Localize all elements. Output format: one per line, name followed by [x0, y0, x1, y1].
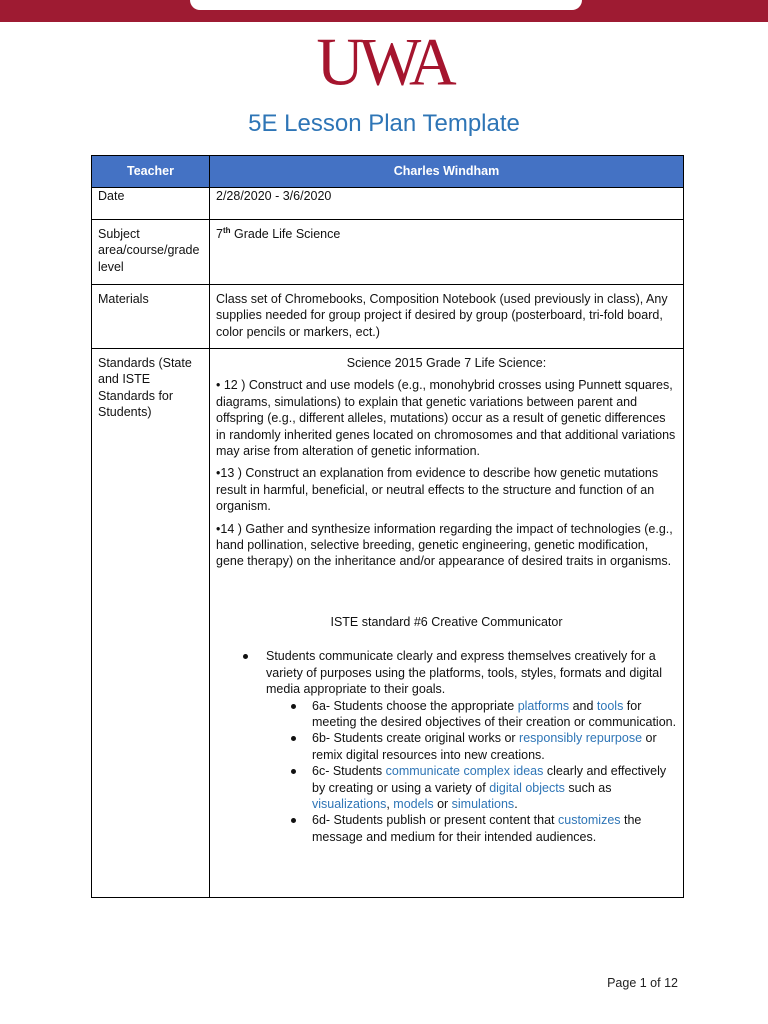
materials-label: Materials: [98, 292, 149, 306]
iste-main-text: Students communicate clearly and express themselves creatively for a variety of purposes using the platforms, tools, styles, formats and digital media appropriate to their goals.: [266, 649, 663, 697]
digital-objects-link[interactable]: digital objects: [489, 780, 565, 795]
standard-item: •14 ) Gather and synthesize information regarding the impact of technologies (e.g., hand pollination, selective breeding, genetic engineering, genetic modification, gene therapy) on the inheritance and/or appearance of desired traits in organisms.: [216, 521, 673, 569]
standards-label: Standards (State and ISTE Standards for Students): [98, 356, 192, 420]
top-banner-tab: [190, 0, 582, 10]
lesson-plan-table: [91, 155, 684, 898]
simulations-link[interactable]: simulations: [451, 796, 515, 811]
communicate-complex-ideas-link[interactable]: communicate complex ideas: [385, 764, 544, 779]
iste-6b: 6b- Students create original works or responsibly repurpose or remix digital resources into new creations.: [216, 730, 677, 763]
standard-item: •13 ) Construct an explanation from evidence to describe how genetic mutations result in harmful, beneficial, or neutral effects to the structure and function of an organism.: [216, 466, 659, 514]
standards-row: [92, 349, 684, 898]
standard-item: • 12 ) Construct and use models (e.g., monohybrid crosses using Punnett squares, diagrams, simulations) to explain that genetic variations between parent and offspring (e.g., different alleles, mutations) occur as a result of genetic differences in randomly inherited genes located on chromosomes and that additional variations may arise from alteration of genetic information.: [216, 378, 676, 459]
platforms-link[interactable]: platforms: [517, 698, 570, 713]
iste-6a: 6a- Students choose the appropriate platforms and tools for meeting the desired objectives of their creation or communication.: [216, 698, 677, 731]
iste-6d: 6d- Students publish or present content that customizes the message and medium for their intended audiences.: [216, 812, 677, 845]
standards-content: [210, 349, 683, 851]
date-row: [92, 188, 684, 220]
standards-heading: Science 2015 Grade 7 Life Science:: [346, 356, 547, 370]
tools-link[interactable]: tools: [596, 698, 624, 713]
subject-rest: Grade Life Science: [230, 227, 341, 241]
date-label: Date: [98, 189, 125, 203]
materials-row: [92, 285, 684, 349]
visualizations-link[interactable]: visualizations: [312, 796, 387, 811]
customizes-link[interactable]: customizes: [558, 813, 621, 828]
responsibly-repurpose-link[interactable]: responsibly repurpose: [519, 731, 643, 746]
page-number: Page 1 of 12: [607, 976, 678, 990]
grade-suffix: th: [222, 225, 231, 235]
iste-main-bullet: [216, 648, 677, 697]
date-value: 2/28/2020 - 3/6/2020: [216, 189, 332, 203]
models-link[interactable]: models: [393, 796, 434, 811]
teacher-label: Teacher: [92, 156, 210, 188]
subject-row: [92, 220, 684, 285]
subject-value: [210, 220, 683, 248]
materials-value: Class set of Chromebooks, Composition Notebook (used previously in class), Any supplies needed for group project if desired by group (posterboard, tri-fold board, color pencils or markers, ect.): [216, 292, 668, 339]
iste-heading: ISTE standard #6 Creative Communicator: [330, 614, 563, 629]
page-title: 5E Lesson Plan Template: [248, 110, 520, 137]
subject-label: Subject area/course/grade level: [98, 227, 200, 274]
iste-6c: 6c- Students communicate complex ideas clearly and effectively by creating or using a variety of digital objects such as visualizations, models or simulations.: [216, 763, 677, 812]
teacher-header-row: [92, 156, 684, 188]
grade-number: 7: [216, 227, 223, 241]
uwa-logo: UWA: [316, 25, 452, 100]
teacher-name: Charles Windham: [210, 156, 684, 188]
